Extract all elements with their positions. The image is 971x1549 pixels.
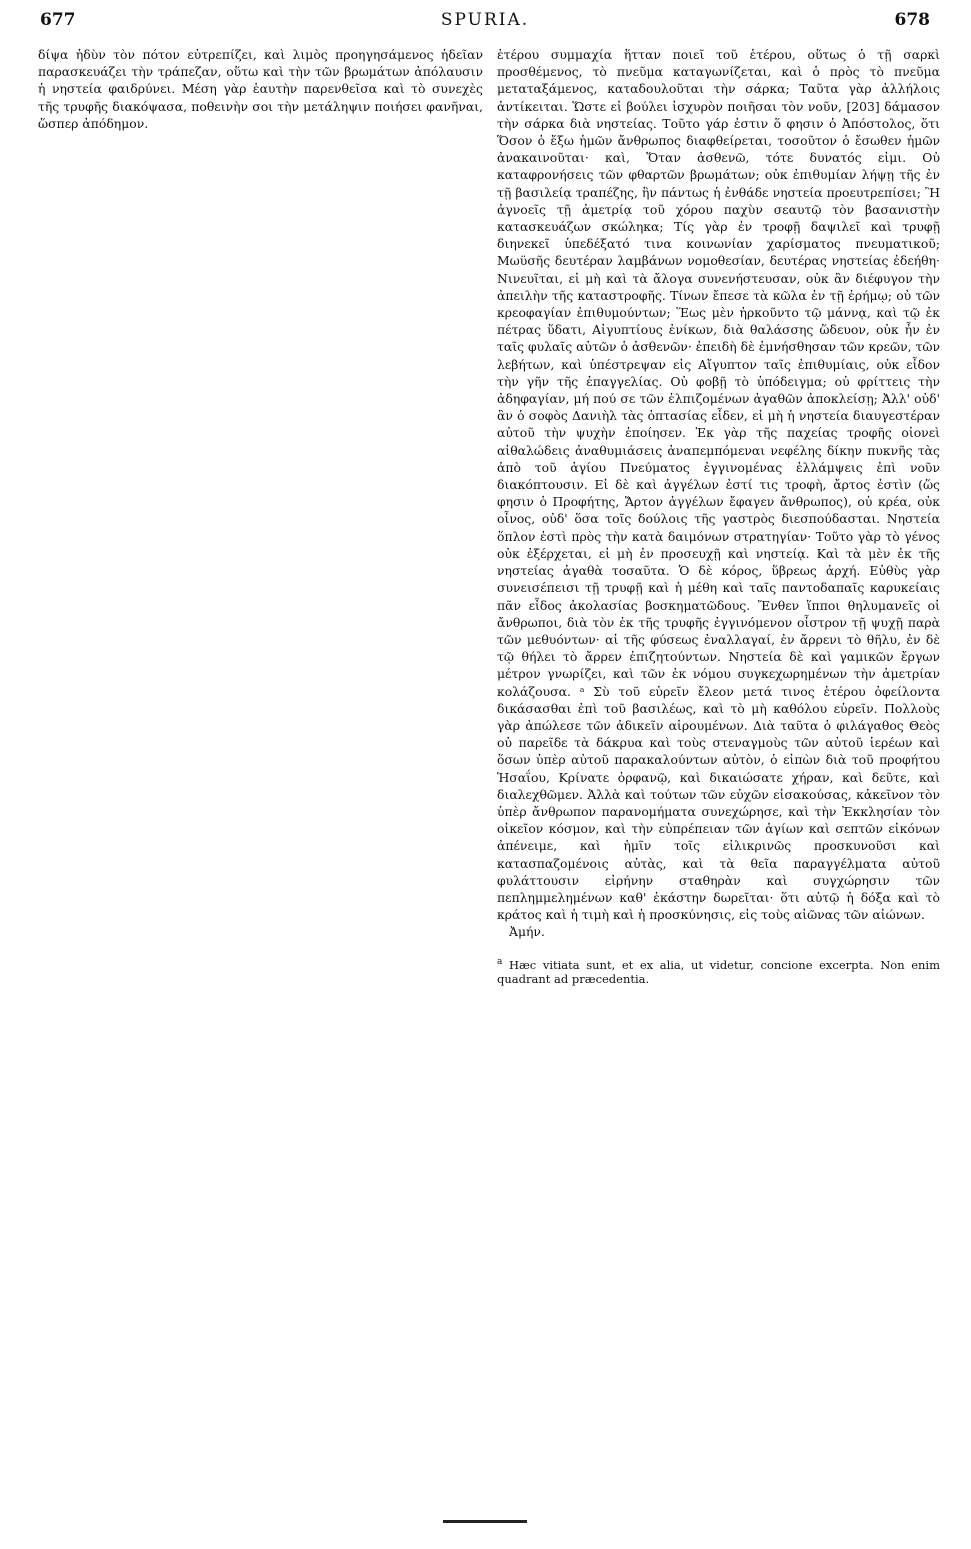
left-column (38, 46, 483, 132)
right-column (497, 46, 940, 987)
bottom-rule (443, 1520, 527, 1523)
right-column-text: ἑτέρου συμμαχία ἥτταν ποιεῖ τοῦ ἑτέρου, οὕτως ὁ τῇ σαρκὶ προσθέμενος, τὸ πνεῦμα καταγωνίζεται, καὶ ὁ πρὸς τὸ πνεῦμα μεταταξάμενος, καταδουλοῦται τὴν σάρκα; Ταῦτα γὰρ ἀλλήλοις ἀντίκειται. Ὥστε εἰ βούλει ἰσχυρὸν ποιῆσαι τὸν νοῦν, [203] δάμασον τὴν σάρκα διὰ νηστείας. Τοῦτο γάρ ἐστιν ὅ φησιν ὁ Ἀπόστολος, ὅτι Ὅσον ὁ ἔξω ἡμῶν ἄνθρωπος διαφθείρεται, τοσοῦτον ὁ ἔσωθεν ἡμῶν ἀνακαινοῦται· καὶ, Ὅταν ἀσθενῶ, τότε δυνατός εἰμι. Οὐ καταφρονήσεις τῶν φθαρτῶν βρωμάτων; οὐκ ἐπιθυμίαν λήψῃ τῆς ἐν τῇ βασιλείᾳ τραπέζης, ἣν πάντως ἡ ἐνθάδε νηστεία προευτρεπίσει; Ἢ ἀγνοεῖς τῇ ἀμετρίᾳ τοῦ χόρου παχὺν σεαυτῷ τὸν βασανιστὴν κατασκευάζων σκώληκα; Τίς γὰρ ἐν τροφῇ δαψιλεῖ καὶ τρυφῇ διηνεκεῖ ὑπεδέξατό τινα κοινωνίαν χαρίσματος πνευματικοῦ; Μωϋσῆς δευτέραν λαμβάνων νομοθεσίαν, δευτέρας νηστείας ἐδεήθη· Νινευῖται, εἰ μὴ καὶ τὰ ἄλογα συνενήστευσαν, οὐκ ἂν διέφυγον τὴν ἀπειλὴν τῆς καταστροφῆς. Τίνων ἔπεσε τὰ κῶλα ἐν τῇ ἐρήμῳ; οὐ τῶν κρεοφαγίαν ἐπιθυμούντων; Ἕως μὲν ἠρκοῦντο τῷ μάννᾳ, καὶ τῷ ἐκ πέτρας ὕδατι, Αἰγυπτίους ἐνίκων, διὰ θαλάσσης ὥδευον, οὐκ ἦν ἐν ταῖς φυλαῖς αὐτῶν ὁ ἀσθενῶν· ἐπειδὴ δὲ ἐμνήσθησαν τῶν κρεῶν, τῶν λεβήτων, καὶ ὑπέστρεψαν εἰς Αἴγυπτον ταῖς ἐπιθυμίαις, οὐκ εἶδον τὴν γῆν τῆς ἐπαγγελίας. Οὐ φοβῇ τὸ ὑπόδειγμα; οὐ φρίττεις τὴν ἀδηφαγίαν, μή πού σε τῶν ἐλπιζομένων ἀγαθῶν ἀποκλείσῃ; Ἀλλ' οὐδ' ἂν ὁ σοφὸς Δανιὴλ τὰς ὀπτασίας εἶδεν, εἰ μὴ ἡ νηστεία διαυγεστέραν αὐτοῦ τὴν ψυχὴν ἐποίησεν. Ἐκ γὰρ τῆς παχείας τροφῆς οἱονεὶ αἰθαλώδεις ἀναθυμιάσεις ἀναπεμπόμεναι νεφέλης δίκην πυκνῆς τὰς ἀπὸ τοῦ ἁγίου Πνεύματος ἐγγινομένας ἐλλάμψεις ἐπὶ νοῦν διακόπτουσιν. Εἰ δὲ καὶ ἀγγέλων ἐστί τις τροφὴ, ἄρτος ἐστὶν (ὥς φησιν ὁ Προφήτης, Ἄρτον ἀγγέλων ἔφαγεν ἄνθρωπος), οὐ κρέα, οὐκ οἶνος, οὐδ' ὅσα τοῖς δούλοις τῆς γαστρὸς διεσπούδασται. Νηστεία ὅπλον ἐστὶ πρὸς τὴν κατὰ δαιμόνων στρατηγίαν· Τοῦτο γὰρ τὸ γένος οὐκ ἐξέρχεται, εἰ μὴ ἐν προσευχῇ καὶ νηστείᾳ. Καὶ τὰ μὲν ἐκ τῆς νηστείας ἀγαθὰ τοσαῦτα. Ὁ δὲ κόρος, ὕβρεως ἀρχή. Εὐθὺς γὰρ συνεισέπεισι τῇ τρυφῇ καὶ ἡ μέθη καὶ ταῖς παντοδαπαῖς καρυκείαις πᾶν εἶδος ἀκολασίας βοσκηματῶδους. Ἔνθεν ἵπποι θηλυμανεῖς οἱ ἄνθρωποι, διὰ τὸν ἐκ τῆς τρυφῆς ἐγγινόμενον οἶστρον τῇ ψυχῇ παρὰ τῶν μεθυόντων· αἱ τῆς φύσεως ἐναλλαγαί, ἐν ἄρρενι τὸ θῆλυ, ἐν δὲ τῷ θήλει τὸ ἄρρεν ἐπιζητούντων. Νηστεία δὲ καὶ γαμικῶν ἔργων μέτρον γνωρίζει, καὶ τῶν ἐκ νόμου συγκεχωρημένων τὴν ἀμετρίαν κολάζουσα. ᵃ Σὺ τοῦ εὑρεῖν ἔλεον μετά τινος ἑτέρου ὀφείλοντα δικάσασθαι ἐπὶ τοῦ βασιλέως, καὶ τὸ μὴ καθόλου εὑρεῖν. Πολλοὺς γὰρ ἀπώλεσε τῶν ἀδικεῖν αἱρουμένων. Διὰ ταῦτα ὁ φιλάγαθος Θεὸς οὐ παρεῖδε τὰ δάκρυα καὶ τοὺς στεναγμοὺς τῶν αὐτοῦ ἱερέων καὶ ὅσων ὑπὲρ αὐτοῦ παρακαλούντων αὐτὸν, ὁ εἰπὼν διὰ τοῦ προφήτου Ἡσαΐου, Κρίνατε ὀρφανῷ, καὶ δικαιώσατε χήραν, καὶ δεῦτε, καὶ διαλεχθῶμεν. Ἀλλὰ καὶ τούτων τῶν εὐχῶν εἰσακούσας, κἀκεῖνον τὸν ὑπὲρ ἄνθρωπον παρανομήματα συνεχώρησε, καὶ τὴν Ἐκκλησίαν τὸν οἰκεῖον κόσμον, καὶ τὴν εὐπρέπειαν τῶν ἁγίων καὶ σεπτῶν εἰκόνων ἀπένειμε, καὶ ἡμῖν τοῖς εἰλικρινῶς προσκυνοῦσι καὶ κατασπαζομένοις αὐτὰς, καὶ τὰ θεῖα παραγγέλματα αὐτοῦ φυλάττουσιν εἰρήνην σταθηρὰν καὶ συγχώρησιν τῶν πεπλημμελημένων καθ' ἑκάστην δωρεῖται· ὅτι αὐτῷ ἡ δόξα καὶ τὸ κράτος καὶ ἡ τιμὴ καὶ ἡ προσκύνησις, εἰς τοὺς αἰῶνας τῶν αἰώνων. (497, 47, 940, 923)
right-page-number: 678 (894, 10, 930, 30)
page-header (40, 10, 930, 40)
footnote-text: Hæc vitiata sunt, et ex alia, ut videtur, concione excerpta. Non enim quadrant ad præcedentia. (497, 957, 940, 987)
left-column-text: δίψα ἡδὺν τὸν πότον εὐτρεπίζει, καὶ λιμὸς προηγησάμενος ἡδεῖαν παρασκευάζει τὴν τράπεζαν, οὕτω καὶ τὴν τῶν βρωμάτων ἀπόλαυσιν ἡ νηστεία φαιδρύνει. Μέση γὰρ ἑαυτὴν παρενθεῖσα καὶ τὸ συνεχὲς τῆς τρυφῆς διακόψασα, ποθεινὴν σοι τὴν μετάληψιν ποιήσει φανῆναι, ὥσπερ ἀπόδημον. (38, 47, 483, 131)
left-page-number: 677 (40, 10, 76, 30)
running-title: SPURIA. (440, 10, 530, 30)
amen-line: Ἀμήν. (509, 924, 545, 940)
footnote-mark: a (497, 956, 503, 967)
footnote (497, 955, 940, 988)
